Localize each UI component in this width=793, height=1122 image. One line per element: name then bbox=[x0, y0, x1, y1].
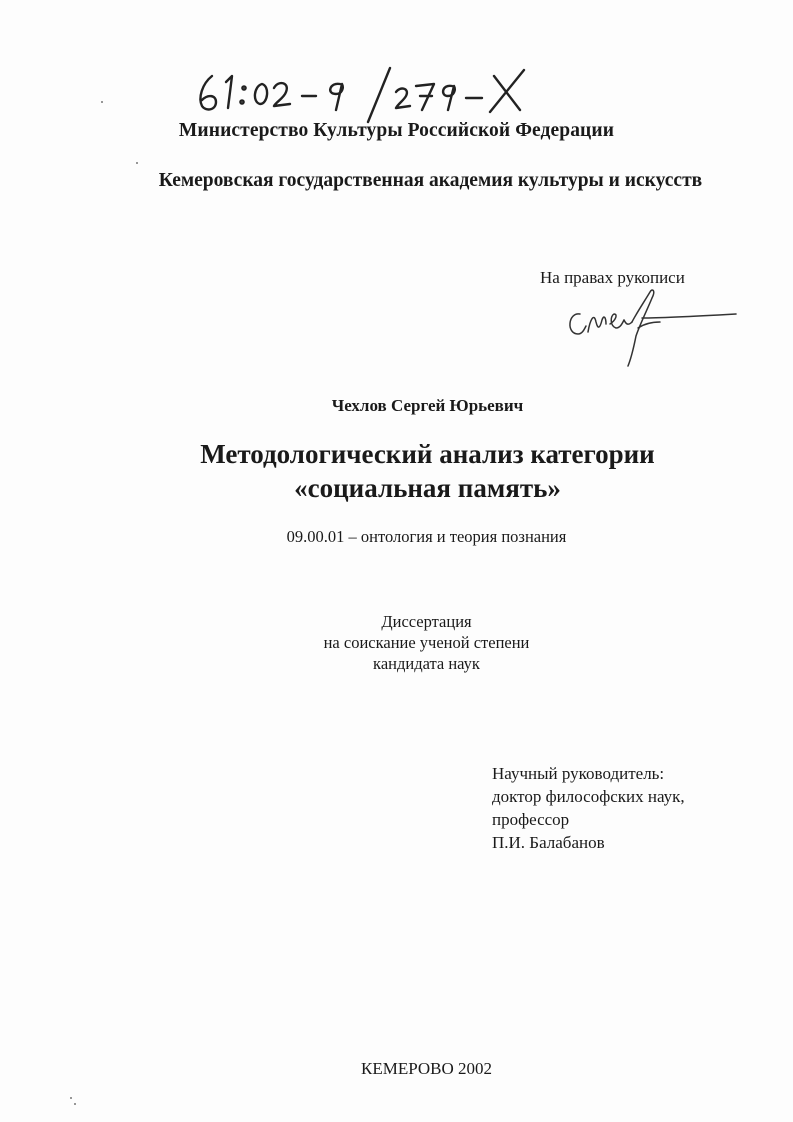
scan-speck bbox=[136, 162, 138, 164]
supervisor-degree: доктор философских наук, bbox=[492, 787, 685, 806]
handwritten-catalog-number bbox=[190, 62, 550, 126]
title-line-1: Методологический анализ категории bbox=[200, 439, 655, 469]
degree-line-1: Диссертация bbox=[381, 612, 472, 631]
scan-speck bbox=[101, 101, 103, 103]
academy-heading: Кемеровская государственная академия культуры и искусств bbox=[158, 170, 703, 191]
degree-line-2: на соискание ученой степени bbox=[323, 633, 530, 652]
ministry-heading: Министерство Культуры Российской Федерации bbox=[178, 120, 615, 141]
scan-speck bbox=[70, 1097, 72, 1099]
supervisor-rank: профессор bbox=[492, 810, 570, 829]
author-signature bbox=[560, 284, 740, 374]
author-name: Чехлов Сергей Юрьевич bbox=[331, 396, 524, 415]
dissertation-degree-block bbox=[0, 611, 793, 674]
specialty-code: 09.00.01 – онтология и теория познания bbox=[286, 527, 567, 546]
dissertation-title bbox=[0, 437, 793, 505]
manuscript-rights-note: На правах рукописи bbox=[540, 268, 685, 287]
supervisor-name: П.И. Балабанов bbox=[492, 833, 605, 852]
city-year: КЕМЕРОВО 2002 bbox=[360, 1059, 493, 1078]
scan-speck bbox=[74, 1103, 76, 1105]
degree-line-3: кандидата наук bbox=[373, 654, 480, 673]
title-line-2: «социальная память» bbox=[294, 473, 561, 503]
supervisor-label: Научный руководитель: bbox=[492, 764, 665, 783]
supervisor-block bbox=[492, 762, 685, 854]
